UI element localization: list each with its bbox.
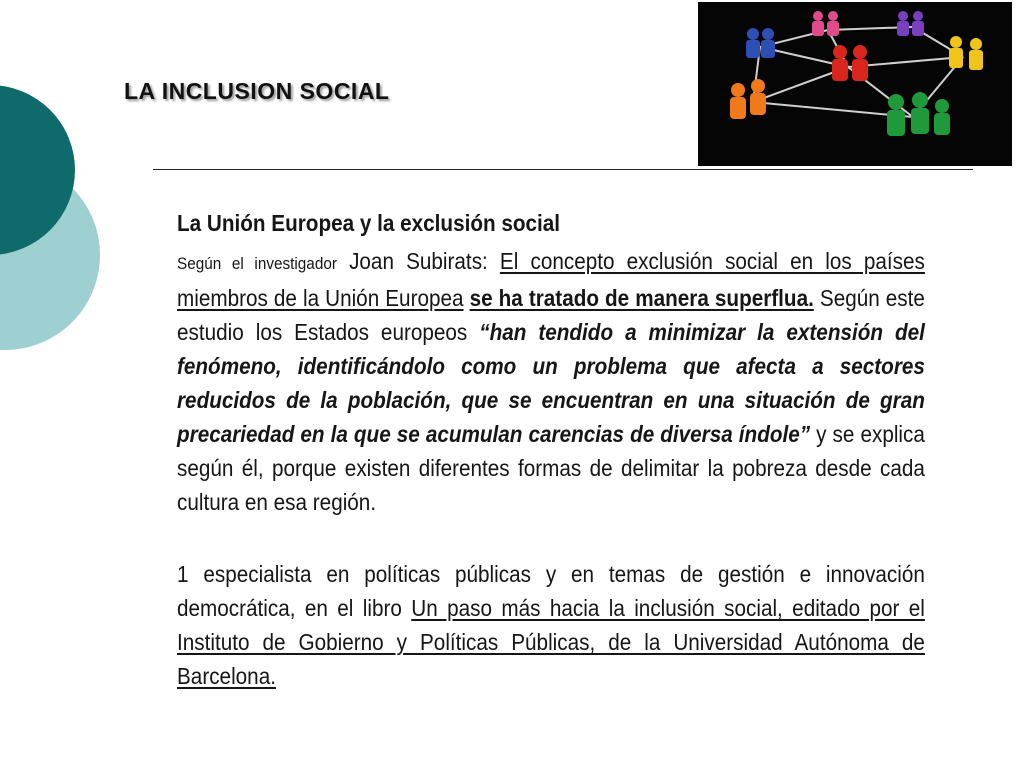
explanation-text: y se explica según él, porque existen diferentes formas de delimitar la pobreza desde cada cultura en esa región.	[177, 421, 925, 515]
paragraph-subirats	[177, 244, 925, 519]
title-divider	[153, 169, 973, 170]
decorative-teal-circles	[0, 0, 110, 420]
paragraph-footnote	[177, 557, 925, 693]
people-network-icon	[698, 2, 1012, 166]
page-title: LA INCLUSION SOCIAL	[124, 78, 390, 104]
slide-content	[177, 206, 925, 693]
footnote-intro-text: 1 especialista en políticas públicas y en temas de gestión e innovación democrática, en el libro	[177, 561, 925, 621]
quote-text: “han tendido a minimizar la extensión del fenómeno, identificándolo como un problema que afecta a sectores reducidos de la población, que se encuentran en una situación de gran precariedad en la que se acumulan carencias de diversa índole”	[177, 319, 925, 447]
study-text: Según este estudio los Estados europeos	[177, 285, 925, 345]
author-name: Joan Subirats:	[336, 248, 500, 274]
book-reference-text: Un paso más hacia la inclusión social, editado por el Instituto de Gobierno y Políticas Públicas, de la Universidad Autónoma de Barcelona.	[177, 595, 925, 689]
concept-underlined-text: El concepto exclusión social en los países miembros de la Unión Europea	[177, 248, 925, 311]
intro-small-text: Según el investigador	[177, 254, 337, 273]
superfluous-emphasis-text: se ha tratado de manera superflua.	[469, 285, 814, 311]
section-subtitle: La Unión Europea y la exclusión social	[177, 210, 561, 236]
